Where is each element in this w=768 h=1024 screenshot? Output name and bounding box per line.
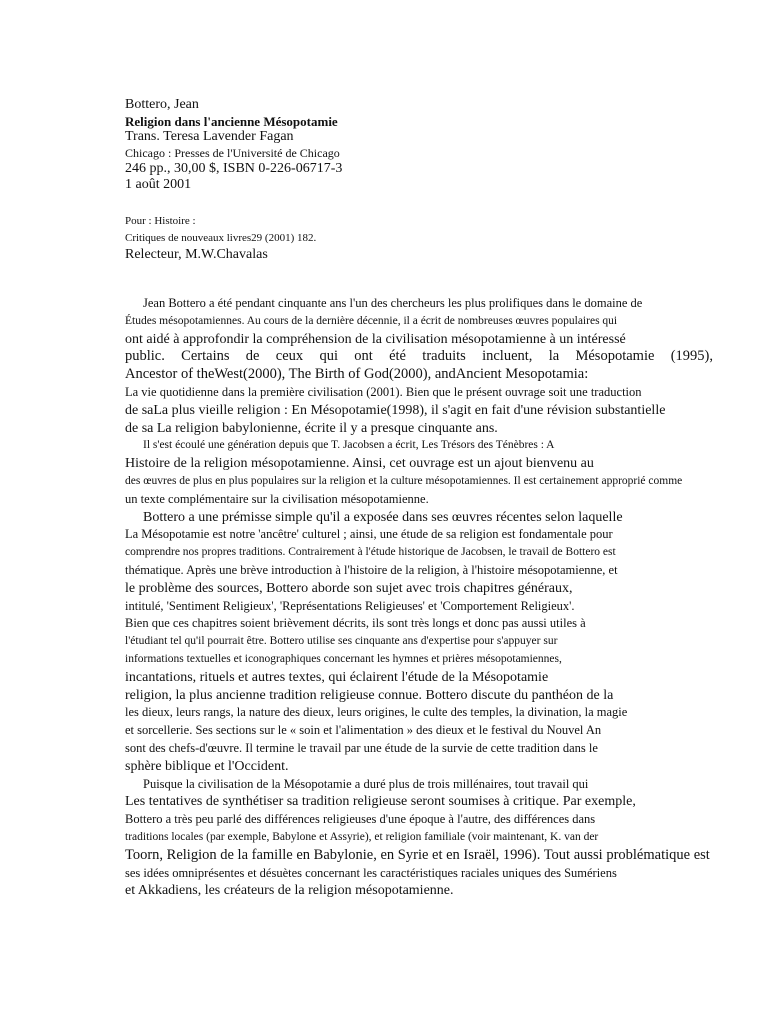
body-line: incantations, rituels et autres textes, qui éclairent l'étude de la Mésopotamie	[125, 669, 549, 685]
journal-reference: Critiques de nouveaux livres29 (2001) 182.	[125, 231, 317, 244]
body-line: ont aidé à approfondir la compréhension de la civilisation mésopotamienne à un intéressé	[125, 331, 626, 347]
body-line: public. Certains de ceux qui ont été traduits incluent, la Mésopotamie (1995),	[125, 348, 713, 365]
body-line: et sorcellerie. Ses sections sur le « soin et l'alimentation » des dieux et le festival du Nouvel An	[125, 723, 602, 738]
body-line: Histoire de la religion mésopotamienne. Ainsi, cet ouvrage est un ajout bienvenu au	[125, 456, 594, 472]
body-line: le problème des sources, Bottero aborde son sujet avec trois chapitres généraux,	[125, 580, 573, 596]
body-line: Ancestor of theWest(2000), The Birth of God(2000), andAncient Mesopotamia:	[125, 366, 589, 383]
book-title: Religion dans l'ancienne Mésopotamie	[125, 113, 338, 129]
body-line: Toorn, Religion de la famille en Babylonie, en Syrie et en Israël, 1996). Tout aussi problématique est	[125, 846, 710, 863]
body-line: Les tentatives de synthétiser sa tradition religieuse seront soumises à critique. Par exemple,	[125, 794, 636, 810]
body-line: informations textuelles et iconographiques concernant les hymnes et prières mésopotamiennes,	[125, 652, 562, 665]
body-line: Bottero a une prémisse simple qu'il a exposée dans ses œuvres récentes selon laquelle	[143, 509, 623, 525]
body-line: un texte complémentaire sur la civilisation mésopotamienne.	[125, 491, 429, 506]
body-line: ses idées omniprésentes et désuètes concernant les caractéristiques raciales uniques des Sumériens	[125, 865, 617, 880]
body-line: religion, la plus ancienne tradition religieuse connue. Bottero discute du panthéon de la	[125, 687, 614, 703]
body-line: l'étudiant tel qu'il pourrait être. Bottero utilise ses cinquante ans d'expertise pour s'appuyer sur	[125, 635, 558, 648]
body-line: Il s'est écoulé une génération depuis que T. Jacobsen a écrit, Les Trésors des Ténèbres : A	[143, 439, 555, 452]
body-line: comprendre nos propres traditions. Contrairement à l'étude historique de Jacobsen, le travail de Bottero est	[125, 546, 616, 559]
body-line: La vie quotidienne dans la première civilisation (2001). Bien que le présent ouvrage soit une traduction	[125, 384, 642, 399]
body-line: La Mésopotamie est notre 'ancêtre' culturel ; ainsi, une étude de sa religion est fondamentale pour	[125, 527, 613, 542]
body-line: Jean Bottero a été pendant cinquante ans l'un des chercheurs les plus prolifiques dans le domaine de	[143, 296, 643, 310]
body-line: Bien que ces chapitres soient brièvement décrits, ils sont très longs et donc pas aussi utiles à	[125, 616, 586, 631]
body-line: Études mésopotamiennes. Au cours de la dernière décennie, il a écrit de nombreuses œuvres populaires qui	[125, 314, 618, 327]
body-line: de saLa plus vieille religion : En Mésopotamie(1998), il s'agit en fait d'une révision substantielle	[125, 402, 666, 418]
review-source	[125, 213, 725, 264]
author: Bottero, Jean	[125, 97, 199, 112]
body-line: les dieux, leurs rangs, la nature des dieux, leurs origines, le culte des temples, la divination, la magie	[125, 705, 628, 720]
publisher: Chicago : Presses de l'Université de Chicago	[125, 146, 340, 161]
book-details: 246 pp., 30,00 $, ISBN 0-226-06717-3	[125, 160, 343, 176]
citation-header	[125, 97, 725, 194]
body-line: et Akkadiens, les créateurs de la religion mésopotamienne.	[125, 883, 454, 899]
body-line: Bottero a très peu parlé des différences religieuses d'une époque à l'autre, des différences dans	[125, 812, 596, 827]
review-body	[125, 295, 755, 900]
body-line: de sa La religion babylonienne, écrite il y a presque cinquante ans.	[125, 420, 498, 436]
body-line: des œuvres de plus en plus populaires sur la religion et la culture mésopotamiennes. Il est certainement approprié comme	[125, 474, 683, 487]
publication-date: 1 août 2001	[125, 177, 192, 193]
body-line: sphère biblique et l'Occident.	[125, 758, 289, 774]
body-line: Puisque la civilisation de la Mésopotamie a duré plus de trois millénaires, tout travail qui	[143, 776, 589, 791]
body-line: thématique. Après une brève introduction à l'histoire de la religion, à l'histoire mésopotamienne, et	[125, 562, 618, 577]
body-line: intitulé, 'Sentiment Religieux', 'Représentations Religieuses' et 'Comportement Religieux'.	[125, 598, 575, 613]
body-line: sont des chefs-d'œuvre. Il termine le travail par une étude de la survie de cette tradition dans le	[125, 740, 598, 755]
translator: Trans. Teresa Lavender Fagan	[125, 129, 294, 145]
body-line: traditions locales (par exemple, Babylone et Assyrie), et religion familiale (voir maintenant, K. van der	[125, 830, 599, 843]
reviewer: Relecteur, M.W.Chavalas	[125, 247, 268, 262]
source-label: Pour : Histoire :	[125, 215, 196, 227]
